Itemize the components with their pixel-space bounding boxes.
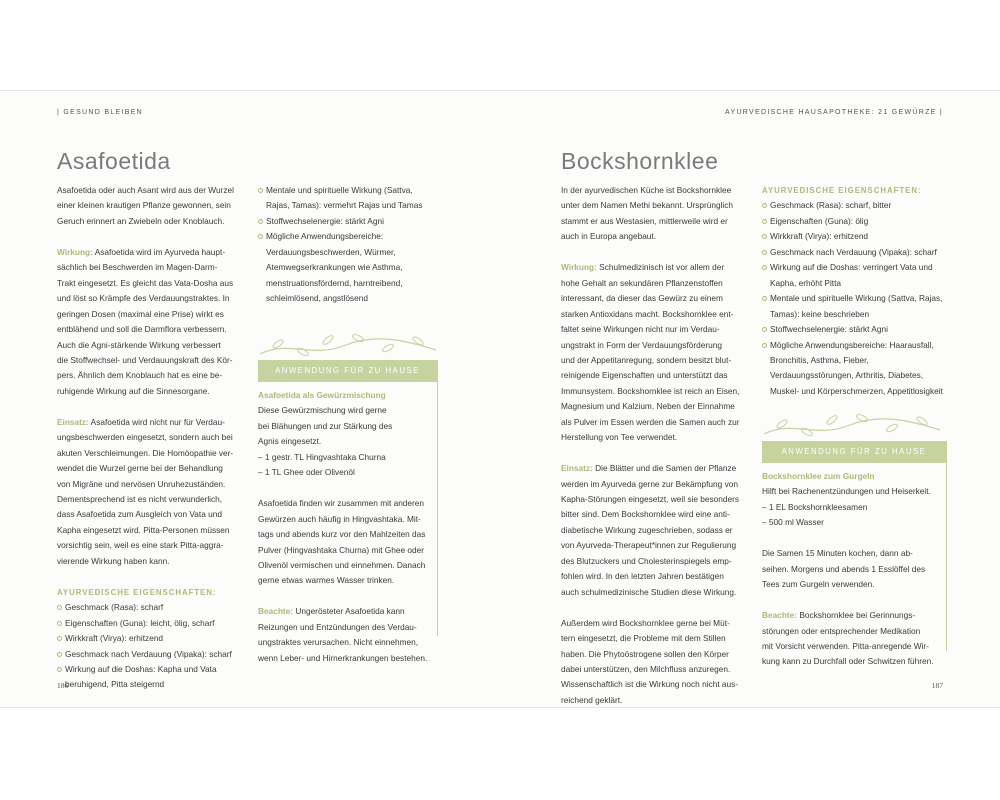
vine-ornament-icon [258, 332, 440, 360]
wirkung-label: Wirkung: [561, 262, 597, 273]
beachte-label: Beachte: [762, 610, 798, 621]
ingredient: – 1 TL Ghee oder Olivenöl [258, 467, 355, 478]
list-item: Eigenschaften (Guna): ölig [762, 214, 944, 229]
box-heading: ANWENDUNG FÜR ZU HAUSE [762, 441, 946, 463]
vine-ornament-icon [762, 412, 944, 440]
wirkung-label: Wirkung: [57, 246, 93, 257]
beachte-label: Beachte: [258, 606, 294, 617]
running-head-left: | GESUND BLEIBEN [57, 109, 144, 116]
eigenschaften-list [762, 198, 944, 399]
list-item: Geschmack nach Verdauung (Vipaka): scharf [762, 245, 944, 260]
anwendung-box-left: ANWENDUNG FÜR ZU HAUSE Asafoetida als Gewürzmischung Diese Gewürzmischung wird gerne bei Blähungen und zur Stärkung des Agnis eingesetzt. – 1 gestr. TL Hingvashtaka Churna – 1 TL Ghee oder Olivenöl Asafoetida finden wir zusammen mit anderen Gewürzen auch häufig in Hingvashtaka. Mit- tags und abends kurz vor den Mahlzeiten das Pulver (Hingvashtaka Churna) mit Ghee oder Olivenöl vermischen und einnehmen. Danach gerne etwas warmes Wasser trinken. Beachte: Ungerösteter Asafoetida kann Reizungen und Entzündungen des Verdau- ungstraktes verursachen. Nicht einnehmen, wenn Leber- und Hirnerkrankungen bestehen. [258, 360, 438, 636]
ingredient: – 1 gestr. TL Hingvashtaka Churna [258, 451, 386, 462]
ingredient: – 500 ml Wasser [762, 517, 824, 528]
list-item: Eigenschaften (Guna): leicht, ölig, scharf [57, 616, 239, 631]
einsatz-paragraph: Einsatz: Asafoetida wird nicht nur für Verdau- ungsbeschwerden eingesetzt, sondern auch bei akuten Verschleimungen. Die Homöopathie ver- wendet die Wurzel gerne bei der Behandlung von Migräne und nervösen Unruhezuständen. Dementsprechend ist es nicht verwunderlich, dass Asafoetida zum Ausgleich von Vata und Kapha eingesetzt wird. Pitta-Personen müssen vorsichtig sein, weil es eine stark Pitta-aggra- vierende Wirkung haben kann. [57, 416, 234, 566]
list-item: Wirkung auf die Doshas: Kapha und Vata beruhigend, Pitta steigernd [57, 662, 239, 693]
list-item: Wirkkraft (Virya): erhitzend [57, 631, 239, 646]
einsatz-label: Einsatz: [561, 463, 593, 474]
eigenschaften-heading: AYURVEDISCHE EIGENSCHAFTEN: [57, 587, 217, 597]
page-number-right: 187 [931, 681, 943, 690]
ausserdem-paragraph: Außerdem wird Bockshornklee gerne bei Müt- tern eingesetzt, die Probleme mit dem Stillen haben. Die Phytoöstrogene sollen den Körper dabei unterstützen, den Milchfluss anzuregen. Wissenschaftlich ist die Wirkung noch nicht aus- reichend geklärt. [561, 617, 739, 705]
page-title-right: Bockshornklee [561, 148, 719, 174]
wirkung-paragraph: Wirkung: Asafoetida wird im Ayurveda haupt- sächlich bei Beschwerden im Magen-Darm- Trakt eingesetzt. Es gleicht das Vata-Dosha aus und löst so Krämpfe des Verdauungstraktes. In geringen Dosen (maximal eine Prise) wirkt es entblähend und soll die Darmflora verbessern. Auch die Agni-stärkende Wirkung verbessert die Stoffwechsel- und Verdauungskraft des Kör- pers. Ähnlich dem Knoblauch hat es eine be- ruhigende Wirkung auf die Sinnesorgane. [57, 246, 234, 396]
page-title-left: Asafoetida [57, 148, 171, 174]
anwendung-box-right: ANWENDUNG FÜR ZU HAUSE Bockshornklee zum Gurgeln Hilft bei Rachenentzündungen und Heiserkeit. – 1 EL Bockshornkleesamen – 500 ml Wasser Die Samen 15 Minuten kochen, dann ab- seihen. Morgens und abends 1 Esslöffel des Tees zum Gurgeln verwenden. Beachte: Bockshornklee bei Gerinnungs- störungen oder entsprechender Medikation mit Vorsicht verwenden. Pitta-anregende Wir- kung kann zu Durchfall oder Schwitzen führen. [762, 441, 947, 651]
left-column-2 [258, 183, 438, 307]
list-item: Mögliche Anwendungsbereiche: Verdauungsbeschwerden, Würmer, Atemwegserkrankungen wie Asthma, menstruationsfördernd, harntreibend, schleimlösend, angstlösend [258, 229, 438, 306]
right-column-1 [561, 183, 744, 708]
right-column-2 [762, 183, 944, 399]
list-item: Stoffwechselenergie: stärkt Agni [762, 322, 944, 337]
list-item: Mögliche Anwendungsbereiche: Haarausfall, Bronchitis, Asthma, Fieber, Verdauungsstörungen, Arthritis, Diabetes, Muskel- und Körperschmerzen, Appetitlosigkeit [762, 338, 944, 400]
eigenschaften-list [57, 600, 239, 693]
ingredient: – 1 EL Bockshornkleesamen [762, 501, 868, 512]
box-heading: ANWENDUNG FÜR ZU HAUSE [258, 360, 437, 382]
running-head-right: AYURVEDISCHE HAUSAPOTHEKE: 21 GEWÜRZE | [725, 109, 943, 116]
page-number-left: 186 [57, 681, 69, 690]
list-item: Stoffwechselenergie: stärkt Agni [258, 214, 438, 229]
list-item: Wirkung auf die Doshas: verringert Vata und Kapha, erhöht Pitta [762, 260, 944, 291]
box-subtitle: Asafoetida als Gewürzmischung [258, 390, 386, 400]
left-column-1 [57, 183, 239, 693]
intro-paragraph: Asafoetida oder auch Asant wird aus der Wurzel einer kleinen krautigen Pflanze gewonnen, sein Geruch erinnert an Zwiebeln oder Knoblauch. [57, 185, 234, 226]
wirkung-paragraph: Wirkung: Schulmedizinisch ist vor allem der hohe Gehalt an sekundären Pflanzenstoffen interessant, da dieser das Gewürz zu einem starken Antioxidans macht. Bockshornklee ent- faltet seine Wirkungen nicht nur im Verdau- ungstrakt in Form der Verdauungsförderung und der Appetitanregung, sondern besitzt blut- reinigende Eigenschaften und unterstützt das Immunsystem. Bockshornklee ist reich an Eisen, Magnesium und Kalzium. Neben der Einnahme als Pulver im Essen werden die Samen auch zur Herstellung von Tee verwendet. [561, 262, 740, 443]
list-item: Mentale und spirituelle Wirkung (Sattva, Rajas, Tamas): vermehrt Rajas und Tamas [258, 183, 438, 214]
einsatz-label: Einsatz: [57, 416, 89, 427]
list-item: Wirkkraft (Virya): erhitzend [762, 229, 944, 244]
list-item: Geschmack (Rasa): scharf [57, 600, 239, 615]
eigenschaften-list-continued [258, 183, 438, 307]
eigenschaften-heading: AYURVEDISCHE EIGENSCHAFTEN: [762, 186, 922, 195]
box-subtitle: Bockshornklee zum Gurgeln [762, 471, 875, 481]
list-item: Geschmack (Rasa): scharf, bitter [762, 198, 944, 213]
einsatz-paragraph: Einsatz: Die Blätter und die Samen der Pflanze werden im Ayurveda gerne zur Bekämpfung von Kapha-Störungen eingesetzt, weil sie besonders bitter sind. Dem Bockshornklee wird eine anti- diabetische Wirkung zugeschrieben, sodass er von Ayurveda-Therapeut*innen zur Regulierung des Blutzuckers und Cholesterinspiegels emp- fohlen wird. In den letzten Jahren bestätigen auch schulmedizinische Studien diese Wirkung. [561, 463, 740, 597]
list-item: Mentale und spirituelle Wirkung (Sattva, Rajas, Tamas): keine beschrieben [762, 291, 944, 322]
intro-paragraph: In der ayurvedischen Küche ist Bockshornklee unter dem Namen Methi bekannt. Ursprünglich stammt er aus Westasien, mittlerweile wird er auch in Europa angebaut. [561, 185, 734, 242]
list-item: Geschmack nach Verdauung (Vipaka): scharf [57, 647, 239, 662]
